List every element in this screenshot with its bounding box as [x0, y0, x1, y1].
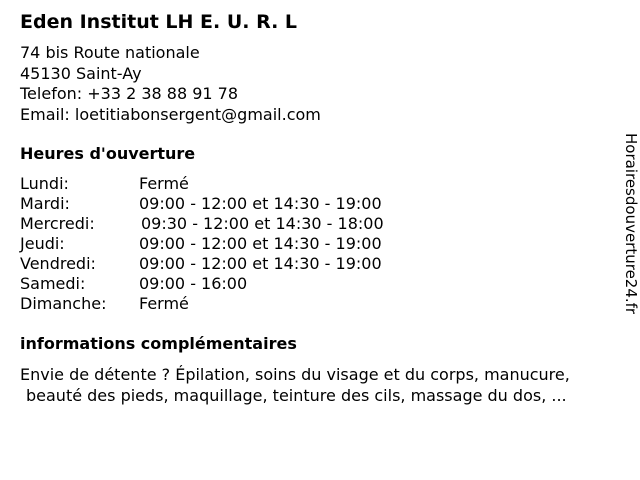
additional-info-text: [20, 364, 620, 406]
address-city: 45130 Saint-Ay: [20, 63, 142, 83]
day-hours: Fermé: [139, 294, 189, 313]
day-label: Jeudi:: [20, 234, 65, 253]
email-address: Email: loetitiabonsergent@gmail.com: [20, 104, 321, 124]
address-street: 74 bis Route nationale: [20, 43, 200, 62]
day-label: Mercredi:: [20, 214, 95, 233]
day-hours: 09:00 - 12:00 et 14:30 - 19:00: [139, 234, 382, 253]
business-name: Eden Institut LH E. U. R. L: [20, 11, 298, 33]
additional-info-heading: informations complémentaires: [20, 334, 297, 353]
day-hours: 09:30 - 12:00 et 14:30 - 18:00: [141, 214, 384, 233]
opening-hours-heading: Heures d'ouverture: [20, 144, 196, 163]
info-line-1: Envie de détente ? Épilation, soins du visage et du corps, manucure,: [20, 365, 570, 384]
day-label: Dimanche:: [20, 294, 107, 313]
day-hours: 09:00 - 16:00: [139, 274, 248, 293]
day-hours: 09:00 - 12:00 et 14:30 - 19:00: [139, 254, 382, 273]
day-label: Samedi:: [20, 274, 86, 293]
phone-number: Telefon: +33 2 38 88 91 78: [20, 84, 239, 103]
day-label: Mardi:: [20, 194, 70, 213]
info-line-2: beauté des pieds, maquillage, teinture des cils, massage du dos, ...: [26, 386, 567, 405]
day-label: Vendredi:: [20, 254, 96, 273]
day-label: Lundi:: [20, 174, 69, 193]
day-hours: Fermé: [139, 174, 189, 193]
day-hours: 09:00 - 12:00 et 14:30 - 19:00: [139, 194, 382, 213]
contact-block: [20, 43, 321, 125]
site-watermark: Horairesdouverture24.fr: [622, 133, 640, 315]
